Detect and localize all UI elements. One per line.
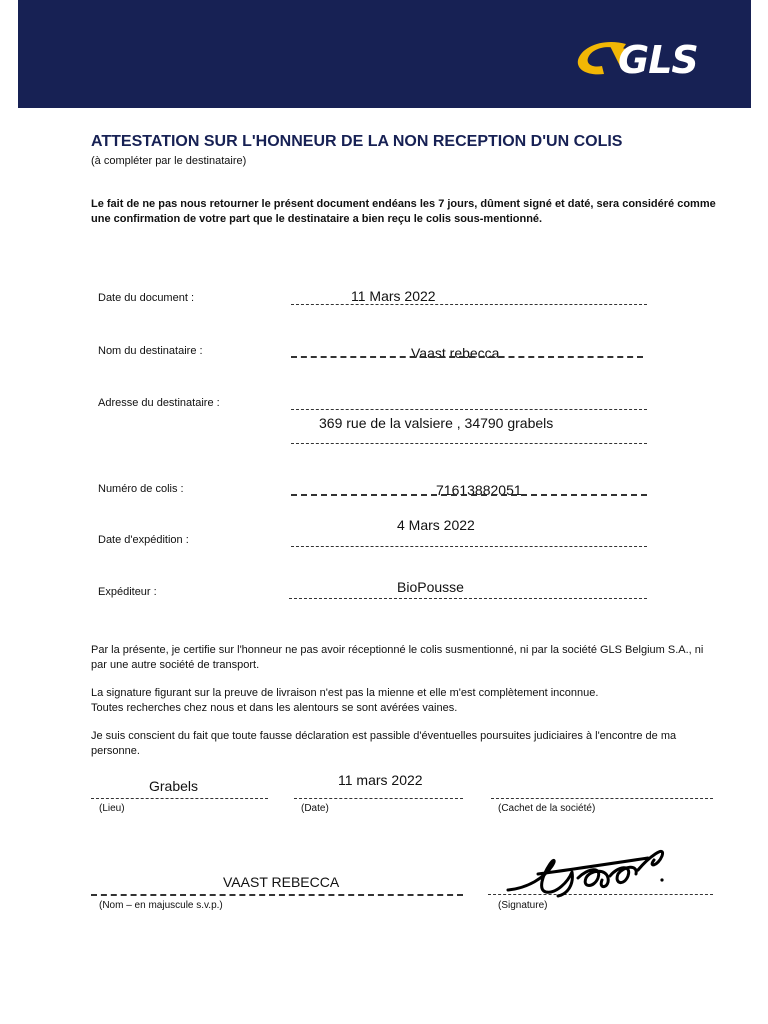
expediteur-value[interactable]: BioPousse [397, 579, 464, 595]
nom-destinataire-line [291, 356, 643, 358]
date-expedition-line [291, 546, 647, 547]
date-expedition-label: Date d'expédition : [98, 534, 189, 546]
logo-text: GLS [618, 38, 698, 82]
expediteur-line [289, 598, 647, 599]
cachet-label: (Cachet de la société) [498, 803, 596, 814]
gls-logo [574, 36, 744, 86]
cachet-line [491, 798, 713, 799]
date-document-label: Date du document : [98, 292, 195, 304]
nom-line [91, 894, 463, 896]
document-title: ATTESTATION SUR L'HONNEUR DE LA NON RECEPTION D'UN COLIS [91, 133, 623, 150]
handwritten-signature [498, 838, 678, 908]
document-subtitle: (à compléter par le destinataire) [91, 155, 247, 167]
nom-destinataire-label: Nom du destinataire : [98, 345, 203, 357]
nom-label: (Nom – en majuscule s.v.p.) [99, 900, 223, 911]
date-expedition-value[interactable]: 4 Mars 2022 [397, 517, 475, 533]
header-banner [18, 0, 751, 108]
lieu-line [91, 798, 268, 799]
numero-colis-line [291, 494, 647, 496]
nom-destinataire-value[interactable]: Vaast rebecca [411, 345, 500, 361]
declaration-paragraph-3: Je suis conscient du fait que toute fausse déclaration est passible d'éventuelles poursuites judiciaires à l'encontre de ma personne. [91, 730, 677, 757]
declaration-paragraph-2b: Toutes recherches chez nous et dans les alentours se sont avérées vaines. [91, 702, 458, 714]
date-line [294, 798, 463, 799]
numero-colis-label: Numéro de colis : [98, 483, 184, 495]
date-document-line [291, 304, 647, 305]
date-document-value[interactable]: 11 Mars 2022 [351, 288, 436, 304]
declaration-paragraph-1: Par la présente, je certifie sur l'honneur ne pas avoir réceptionné le colis susmentionné, ni par la société GLS Belgium S.A., ni par une autre société de transport. [91, 644, 704, 671]
date-value[interactable]: 11 mars 2022 [338, 772, 423, 788]
adresse-line-2 [291, 443, 647, 444]
adresse-destinataire-label: Adresse du destinataire : [98, 397, 220, 409]
adresse-destinataire-value[interactable]: 369 rue de la valsiere , 34790 grabels [319, 415, 554, 431]
nom-value[interactable]: VAAST REBECCA [223, 874, 340, 890]
lieu-value[interactable]: Grabels [149, 778, 199, 794]
adresse-line-1 [291, 409, 647, 410]
declaration-paragraph-2a: La signature figurant sur la preuve de livraison n'est pas la mienne et elle m'est complètement inconnue. [91, 687, 599, 699]
signature-label: (Signature) [498, 900, 548, 911]
expediteur-label: Expéditeur : [98, 586, 157, 598]
lieu-label: (Lieu) [99, 803, 125, 814]
intro-text: Le fait de ne pas nous retourner le présent document endéans les 7 jours, dûment signé et daté, sera considéré comme une confirmation de votre part que le destinataire a bien reçu le colis sous-mentionné. [91, 198, 716, 225]
date-label: (Date) [301, 803, 329, 814]
numero-colis-value[interactable]: 71613882051 [436, 482, 522, 498]
